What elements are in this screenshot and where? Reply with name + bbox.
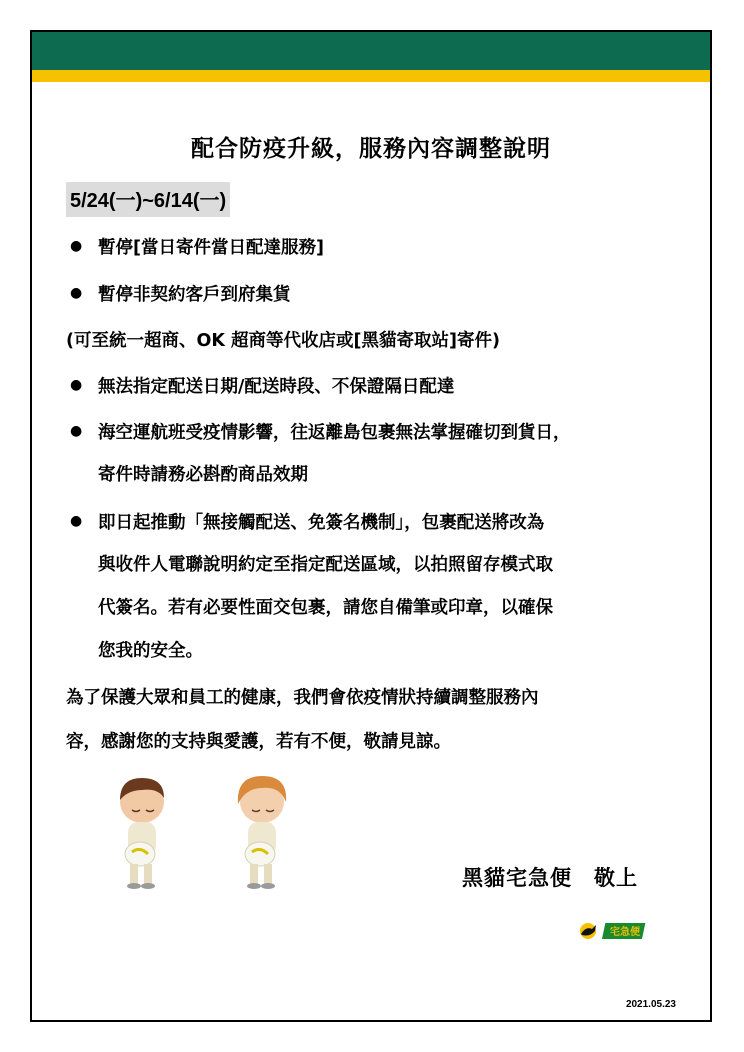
bullet-item-5-line-3: 代簽名。若有必要性面交包裹，請您自備筆或印章，以確保 — [98, 598, 553, 618]
notice-date: 2021.05.23 — [625, 999, 676, 1010]
bowing-courier-boy-icon — [102, 772, 180, 892]
pickup-note: (可至統一超商、OK 超商等代收店或[黑貓寄取站]寄件) — [66, 331, 501, 351]
notice-title: 配合防疫升級，服務內容調整說明 — [191, 136, 551, 162]
bullet-item-5-line-1: 即日起推動「無接觸配送、免簽名機制」，包裹配送將改為 — [98, 513, 545, 533]
bullet-item-4-line-1: 海空運航班受疫情影響，往返離島包裹無法掌握確切到貨日， — [98, 423, 571, 443]
closing-line-1: 為了保護大眾和員工的健康，我們會依疫情狀持續調整服務內 — [66, 688, 539, 708]
header-green-band — [32, 32, 710, 70]
signature: 黑貓宅急便 敬上 — [462, 866, 638, 890]
bullet-item-5-line-2: 與收件人電聯說明約定至指定配送區域，以拍照留存模式取 — [98, 555, 553, 575]
header-yellow-band — [32, 70, 710, 82]
bullet-item-4-line-2: 寄件時請務必斟酌商品效期 — [98, 465, 308, 485]
notice-page — [30, 30, 712, 1022]
bullet-dot: ● — [70, 377, 83, 393]
logo-text: 宅急便 — [610, 927, 640, 938]
bullet-item-3: 無法指定配送日期/配送時段、不保證隔日配達 — [98, 377, 455, 397]
black-cat-logo-icon — [578, 920, 674, 942]
bullet-dot: ● — [70, 238, 83, 254]
bowing-courier-girl-icon — [222, 772, 300, 892]
closing-line-2: 容，感謝您的支持與愛護，若有不便，敬請見諒。 — [66, 732, 451, 752]
bullet-dot: ● — [70, 285, 83, 301]
date-range: 5/24(一)~6/14(一) — [66, 182, 230, 217]
bullet-dot: ● — [70, 423, 83, 439]
bullet-item-2: 暫停非契約客戶到府集貨 — [98, 285, 291, 305]
bullet-dot: ● — [70, 513, 83, 529]
bullet-item-1: 暫停[當日寄件當日配達服務] — [98, 238, 324, 258]
bullet-item-5-line-4: 您我的安全。 — [98, 641, 203, 661]
